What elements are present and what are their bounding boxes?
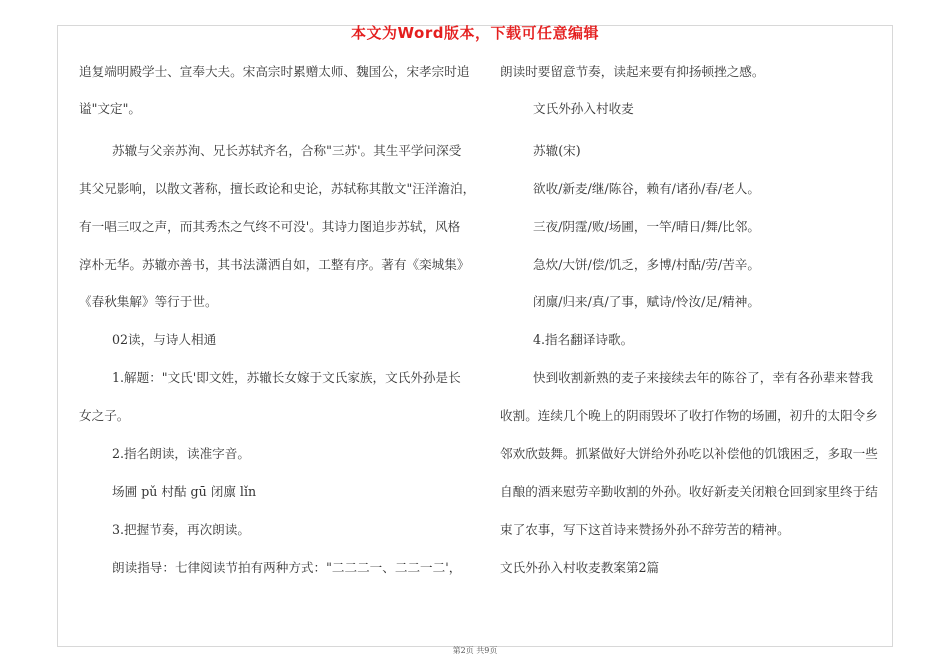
section-heading: 02读，与诗人相通 — [112, 332, 217, 347]
text-line: 束了农事，写下这首诗来赞扬外孙不辞劳苦的精神。 — [500, 522, 790, 537]
banner-notice: 本文为Word版本，下载可任意编辑 — [351, 24, 599, 42]
text-line: 4.指名翻译诗歌。 — [533, 332, 634, 347]
text-line: 2.指名朗读，读准字音。 — [112, 446, 250, 461]
page-number: 第2页 共9页 — [452, 646, 498, 655]
text-line: 自酿的酒来慰劳辛勤收割的外孙。收好新麦关闭粮仓回到家里终于结 — [500, 484, 878, 499]
text-line: 淳朴无华。苏辙亦善书，其书法潇洒自如，工整有序。著有《栾城集》 — [79, 257, 470, 272]
text-line: 收割。连续几个晚上的阴雨毁坏了收打作物的场圃，初升的太阳令乡 — [500, 408, 878, 423]
poem-line: 三夜/阴霪/败/场圃，一竿/晴日/舞/比邻。 — [533, 219, 760, 234]
text-line: 女之子。 — [79, 408, 130, 423]
pronunciation-line: 场圃 pǔ 村酤 gū 闭廪 lǐn — [112, 484, 257, 499]
text-line: 朗读时要留意节奏，读起来要有抑扬顿挫之感。 — [500, 64, 765, 79]
text-line: 谥"文定"。 — [79, 101, 141, 116]
text-line: 快到收割新熟的麦子来接续去年的陈谷了，幸有各孙辈来替我 — [533, 370, 874, 385]
text-line: 苏辙与父亲苏洵、兄长苏轼齐名，合称"三苏'。其生平学问深受 — [112, 143, 462, 158]
text-line: 追复端明殿学士、宣奉大夫。宋高宗时累赠太师、魏国公，宋孝宗时追 — [79, 64, 470, 79]
text-line: 邻欢欣鼓舞。抓紧做好大饼给外孙吃以补偿他的饥饿困乏，多取一些 — [500, 446, 878, 461]
text-line: 《春秋集解》等行于世。 — [79, 294, 218, 309]
poem-title: 文氏外孙入村收麦 — [533, 101, 634, 116]
poem-line: 闭廪/归来/真/了事，赋诗/怜汝/足/精神。 — [533, 294, 760, 309]
poem-line: 急炊/大饼/偿/饥乏，多博/村酤/劳/苦辛。 — [533, 257, 760, 272]
text-line: 3.把握节奏，再次朗读。 — [112, 522, 250, 537]
section-heading: 文氏外孙入村收麦教案第2篇 — [500, 560, 660, 575]
poem-line: 欲收/新麦/继/陈谷，赖有/诸孙/春/老人。 — [533, 181, 760, 196]
text-line: 有一唱三叹之声，而其秀杰之气终不可没'。其诗力图追步苏轼，风格 — [79, 219, 461, 234]
text-line: 其父兄影响，以散文著称，擅长政论和史论，苏轼称其散文"汪洋澹泊， — [79, 181, 476, 196]
text-line: 朗读指导：七律阅读节拍有两种方式："二二二一、二二一二'， — [112, 560, 462, 575]
text-line: 1.解题："文氏'即文姓，苏辙长女嫁于文氏家族，文氏外孙是长 — [112, 370, 461, 385]
poem-author: 苏辙(宋) — [533, 143, 581, 158]
